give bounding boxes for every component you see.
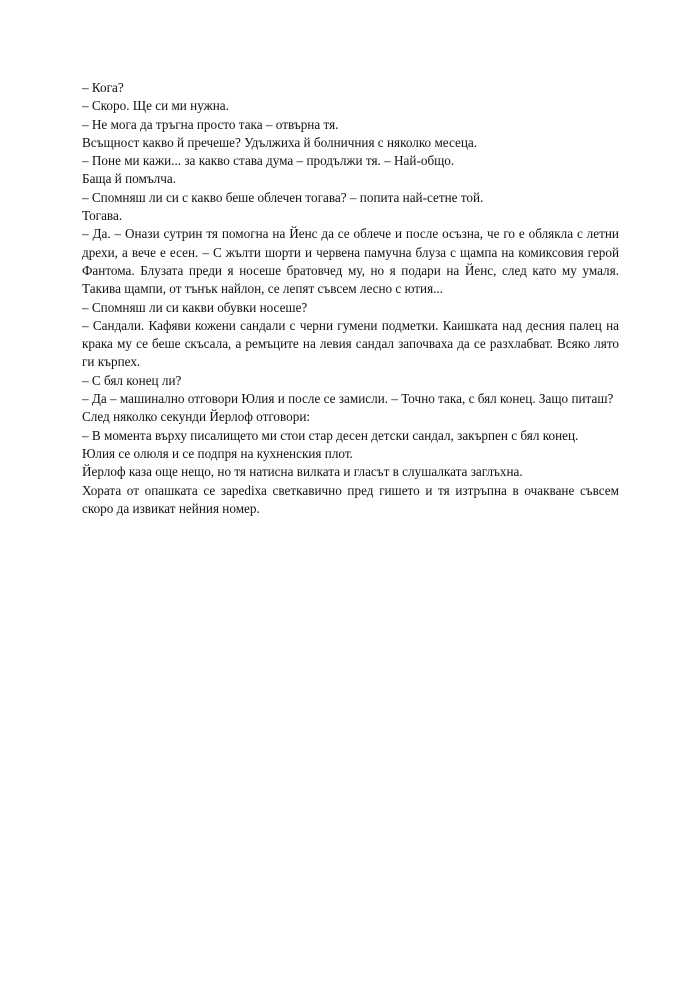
paragraph: – Сандали. Кафяви кожени сандали с черни гумени подметки. Каишката над десния палец на крака му се беше скъсала, а ремъците на левия сандал започваха да се разхлабват. Всяко лято ги кърпех. <box>82 317 619 370</box>
paragraph: – Не мога да тръгна просто така – отвърна тя. <box>82 116 339 132</box>
paragraph: – Скоро. Ще си ми нужна. <box>82 98 229 114</box>
paragraph: – Да – машинално отговори Юлия и после се замисли. – Точно така, с бял конец. Защо питаш? <box>82 391 614 407</box>
paragraph: Хората от опашката се зарediха светкавично пред гишето и тя изтръпна в очакване съвсем скоро да извикат нейния номер. <box>82 482 619 516</box>
paragraph: Всъщност какво й пречеше? Удължиха й болничния с няколко месеца. <box>82 134 478 150</box>
document-text <box>82 79 619 518</box>
paragraph: – Поне ми кажи... за какво става дума – продължи тя. – Най‑общо. <box>82 153 455 169</box>
paragraph: – Да. – Онази сутрин тя помогна на Йенс да се облече и после осъзна, че го е облякла с летни дрехи, а вече е есен. – С жълти шорти и червена памучна блуза с щампа на комиксовия герой Фантома. Блузата преди я носеше братовчед му, но я подари на Йенс, след като му умаля. Такива щампи, от тънък найлон, се лепят съвсем лесно с ютия... <box>82 226 619 297</box>
paragraph: Юлия се олюля и се подпря на кухненския плот. <box>82 445 353 461</box>
paragraph: – В момента върху писалището ми стои стар десен детски сандал, закърпен с бял конец. <box>82 427 579 443</box>
paragraph: Йерлоф каза още нещо, но тя натисна вилката и гласът в слушалката заглъхна. <box>82 464 523 480</box>
paragraph: – Спомняш ли си какви обувки носеше? <box>82 299 308 315</box>
paragraph: – С бял конец ли? <box>82 372 182 388</box>
paragraph: – Спомняш ли си с какво беше облечен тогава? – попита най‑сетне той. <box>82 189 484 205</box>
paragraph: След няколко секунди Йерлоф отговори: <box>82 409 311 425</box>
paragraph: Баща й помълча. <box>82 171 177 187</box>
paragraph: – Кога? <box>82 80 124 95</box>
paragraph: Тогава. <box>82 208 123 224</box>
